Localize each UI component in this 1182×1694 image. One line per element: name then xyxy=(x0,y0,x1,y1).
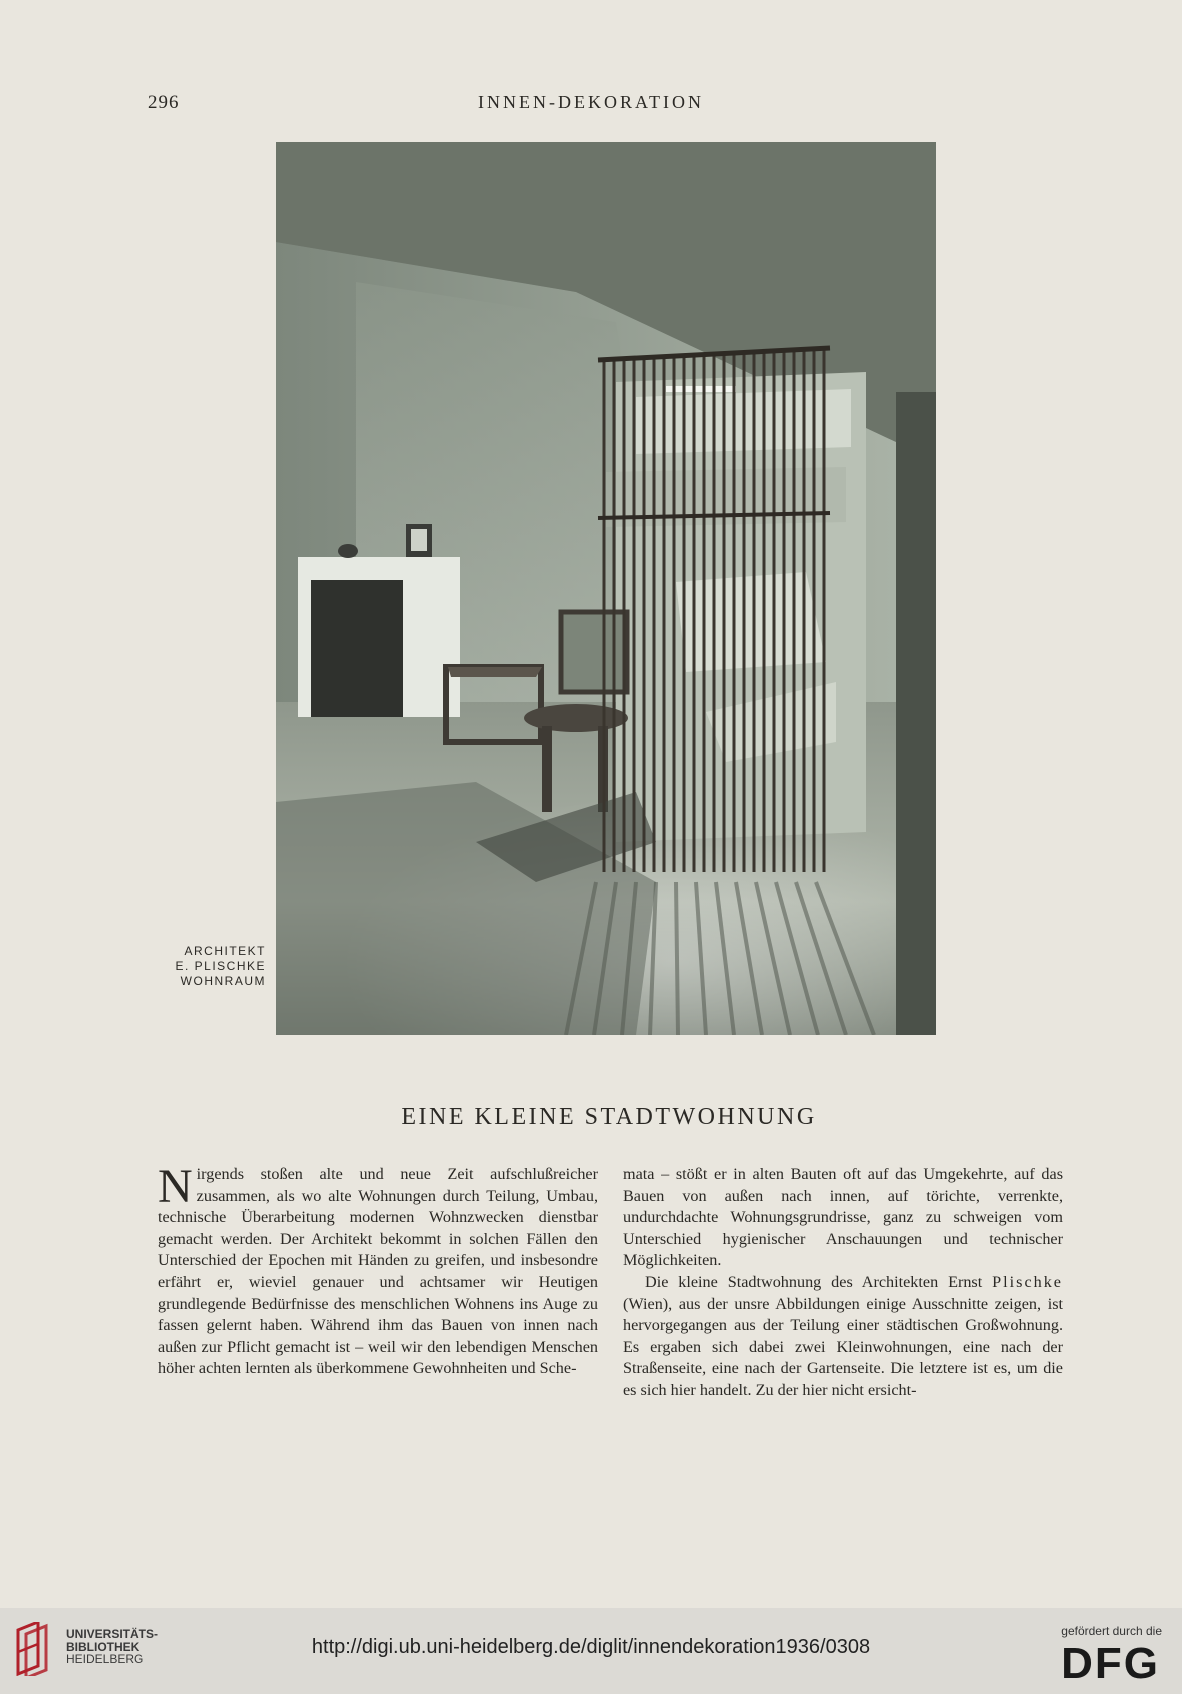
paragraph xyxy=(623,1272,1063,1402)
drop-cap: N xyxy=(158,1160,193,1213)
paragraph-text: Die kleine Stadtwohnung des Architekten Ernst xyxy=(645,1272,983,1291)
page-number: 296 xyxy=(148,92,180,113)
paragraph-text: (Wien), aus der unsre Abbildungen einige Ausschnitte zeigen, ist hervorgegangen aus der Teilung einer städtischen Großwohnung. Es ergaben sich dabei zwei Kleinwohnungen, eine nach der Straßenseite, eine nach der Gartenseite. Die letztere ist es, um die es sich hier handelt. Zu der hier nicht ersicht- xyxy=(623,1294,1063,1399)
footer-bar xyxy=(0,1608,1182,1694)
text-column-left xyxy=(158,1160,598,1380)
caption-line: E. PLISCHKE xyxy=(175,959,266,973)
article-title: EINE KLEINE STADTWOHNUNG xyxy=(401,1104,817,1130)
caption-line: ARCHITEKT xyxy=(184,944,266,958)
caption-line: WOHNRAUM xyxy=(180,974,266,988)
interior-photograph xyxy=(276,142,936,1035)
library-name-line: HEIDELBERG xyxy=(66,1652,144,1666)
text-column-right xyxy=(623,1164,1063,1402)
paragraph-text: irgends stoßen alte und neue Zeit aufschlußreicher zusammen, als wo alte Wohnungen durch Teilung, Umbau, technische Überarbeitung modernen Wohnzwecken dienstbar gemacht werden. Der Architekt bekommt in solchen Fällen den Unterschied der Epochen mit Händen zu greifen, und insbesondre erfährt er, wieviel genauer und achtsamer wir Heutigen grundlegende Bedürfnisse des menschlichen Wohnens ins Auge zu fassen gelernt haben. Während ihm das Bauen von innen nach außen zur Pflicht gemacht ist – weil wir den lebendigen Menschen höher achten lernten als überkommene Gewohnheiten und Sche- xyxy=(158,1165,598,1378)
running-title: INNEN-DEKORATION xyxy=(478,92,704,112)
paragraph: mata – stößt er in alten Bauten oft auf das Umgekehrte, auf das Bauen von außen nach innen, auf törichte, verrenkte, undurchdachte Wohnungsgrundrisse, ganz zu schweigen vom Unterschied hygienischer Anschauungen und technischer Möglichkeiten. xyxy=(623,1165,1063,1270)
paragraph xyxy=(158,1160,598,1380)
permalink-url[interactable]: http://digi.ub.uni-heidelberg.de/diglit/innendekoration1936/0308 xyxy=(311,1636,871,1658)
dfg-logo: DFG xyxy=(1061,1639,1160,1688)
funding-label: gefördert durch die xyxy=(1061,1624,1162,1638)
library-name-line: BIBLIOTHEK xyxy=(66,1639,140,1654)
photo-caption xyxy=(150,944,266,989)
library-name-line: UNIVERSITÄTS- xyxy=(66,1627,159,1641)
architect-name: Plischke xyxy=(992,1272,1063,1291)
